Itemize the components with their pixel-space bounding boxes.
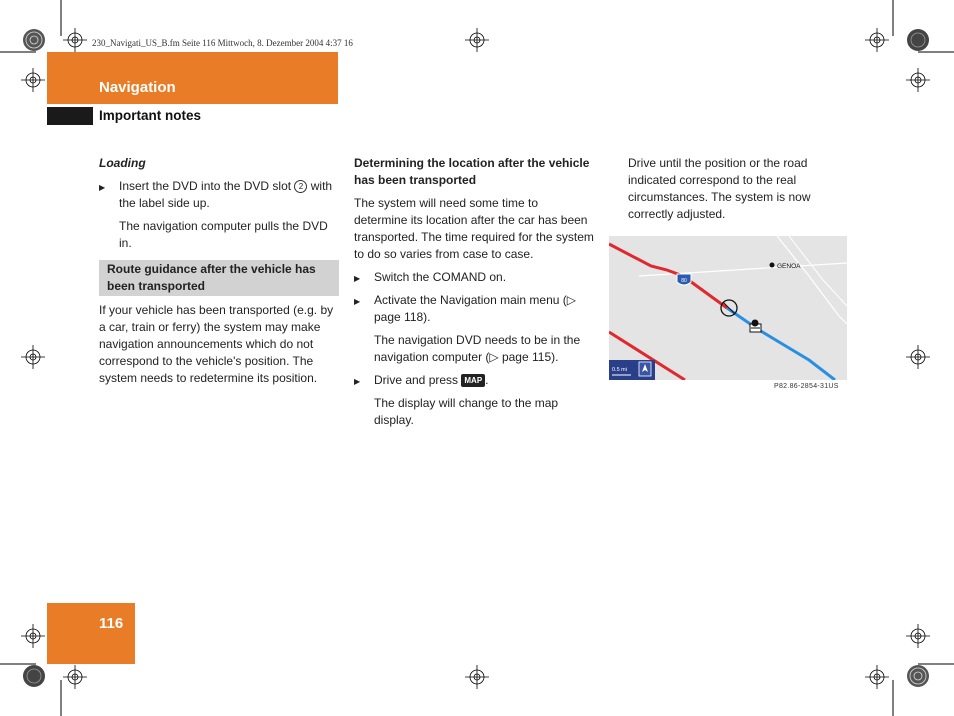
page-number: 116: [99, 615, 124, 632]
determining-location-heading: Determining the location after the vehicle has been transported: [354, 156, 590, 187]
bullet-activate-menu: ▶ Activate the Navigation main menu (▷ page 118).: [354, 292, 594, 326]
bullet-drive-press-text: Drive and press: [374, 373, 459, 387]
route-guidance-heading: Route guidance after the vehicle has been transported: [99, 260, 339, 296]
note-dvd-needed: The navigation DVD needs to be in the navigation computer (▷ page 115).: [374, 333, 581, 364]
page-number-bar: [47, 603, 135, 664]
column-2: [354, 155, 594, 435]
figure-caption: P82.86-2854-31US: [774, 383, 839, 390]
determining-paragraph: The system will need some time to determine its location after the car has been transported. The time required for the system to do so varies from case to case.: [354, 196, 594, 261]
bullet-insert-dvd: [99, 178, 339, 212]
column-1: [99, 155, 339, 387]
bullet-drive-press: [354, 372, 594, 389]
scale-label: 0.5 mi: [612, 367, 627, 373]
transport-paragraph: If your vehicle has been transported (e.g. by a car, train or ferry) the system may make navigation announcements which do not correspond to the vehicle's position. The system needs to redetermine its position.: [99, 303, 334, 385]
bullet-insert-dvd-text: Insert the DVD into the DVD slot: [119, 179, 292, 193]
note-pulls-dvd: The navigation computer pulls the DVD in.: [119, 219, 328, 250]
highway-shield-label: 80: [681, 278, 687, 284]
city-dot-icon: [770, 263, 775, 268]
file-info-header: 230_Navigati_US_B.fm Seite 116 Mittwoch, 8. Dezember 2004 4:37 16: [92, 38, 353, 48]
compass-icon: [639, 362, 651, 376]
loading-heading: Loading: [99, 156, 146, 170]
note-display-change: The display will change to the map display.: [374, 396, 559, 427]
chapter-title: Navigation: [99, 79, 176, 96]
slot-number-circle: 2: [294, 180, 307, 193]
map-key-icon: MAP: [461, 374, 485, 387]
bullet-switch-on: ▶ Switch the COMAND on.: [354, 269, 594, 286]
city-label: GENOA: [777, 263, 801, 270]
section-title: Important notes: [99, 108, 202, 123]
bullet-drive-press-end: .: [485, 373, 489, 387]
bullet-insert-dvd-tail: with the label side up.: [119, 179, 333, 210]
column-3: [628, 155, 850, 223]
drive-until-paragraph: Drive until the position or the road indicated correspond to the real circumstances. The system is now correctly adjusted.: [628, 156, 811, 221]
map-figure: [609, 236, 847, 380]
section-tab: [47, 107, 93, 125]
map-svg: [609, 236, 847, 380]
chapter-bar: [47, 52, 338, 104]
